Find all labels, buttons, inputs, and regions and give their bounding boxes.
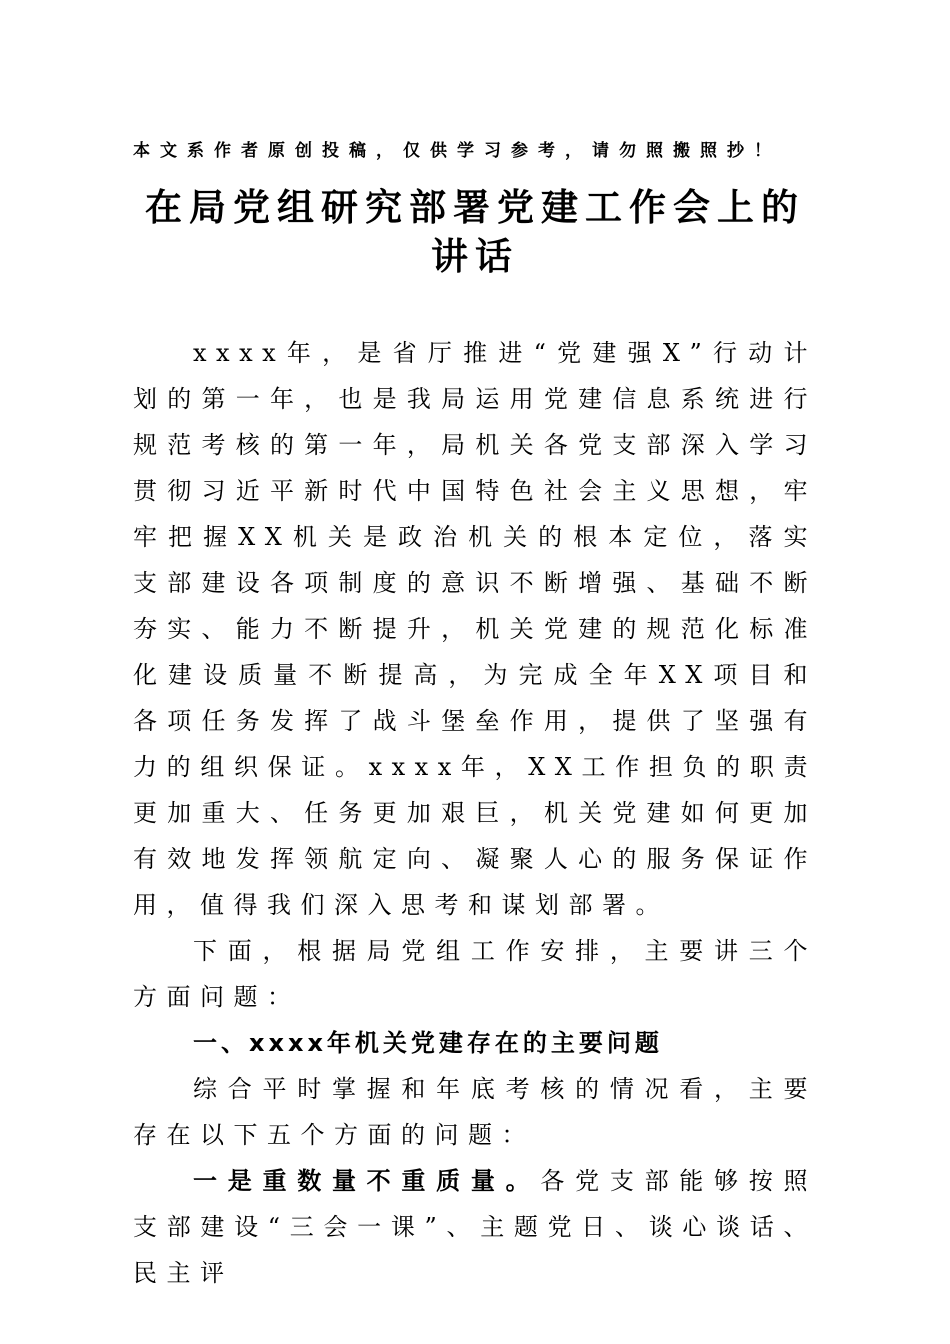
copyright-notice: 本文系作者原创投稿，仅供学习参考，请勿照搬照抄！ — [133, 141, 781, 161]
paragraph-outline: 下面，根据局党组工作安排，主要讲三个方面问题： — [133, 937, 817, 1011]
paragraph-summary: 综合平时掌握和年底考核的情况看，主要存在以下五个方面的问题： — [133, 1075, 817, 1149]
paragraph-problem-1 — [133, 1158, 817, 1296]
document-title: 在局党组研究部署党建工作会上的讲话 — [145, 185, 805, 278]
paragraph-intro: xxxx年，是省厅推进“党建强X”行动计划的第一年，也是我局运用党建信息系统进行规范考核的第一年，局机关各党支部深入学习贯彻习近平新时代中国特色社会主义思想，牢牢把握XX机关是政治机关的根本定位，落实支部建设各项制度的意识不断增强、基础不断夯实、能力不断提升，机关党建的规范化标准化建设质量不断提高，为完成全年XX项目和各项任务发挥了战斗堡垒作用，提供了坚强有力的组织保证。xxxx年，XX工作担负的职责更加重大、任务更加艰巨，机关党建如何更加有效地发挥领航定向、凝聚人心的服务保证作用，值得我们深入思考和谋划部署。 — [133, 339, 817, 919]
section-heading-1: 一、xxxx年机关党建存在的主要问题 — [193, 1029, 663, 1057]
document-body — [133, 330, 817, 1296]
problem-1-text: 各党支部能够按照支部建设“三会一课”、主题党日、谈心谈话、民主评 — [133, 1167, 818, 1287]
problem-1-lead: 一是重数量不重质量。 — [193, 1166, 541, 1195]
